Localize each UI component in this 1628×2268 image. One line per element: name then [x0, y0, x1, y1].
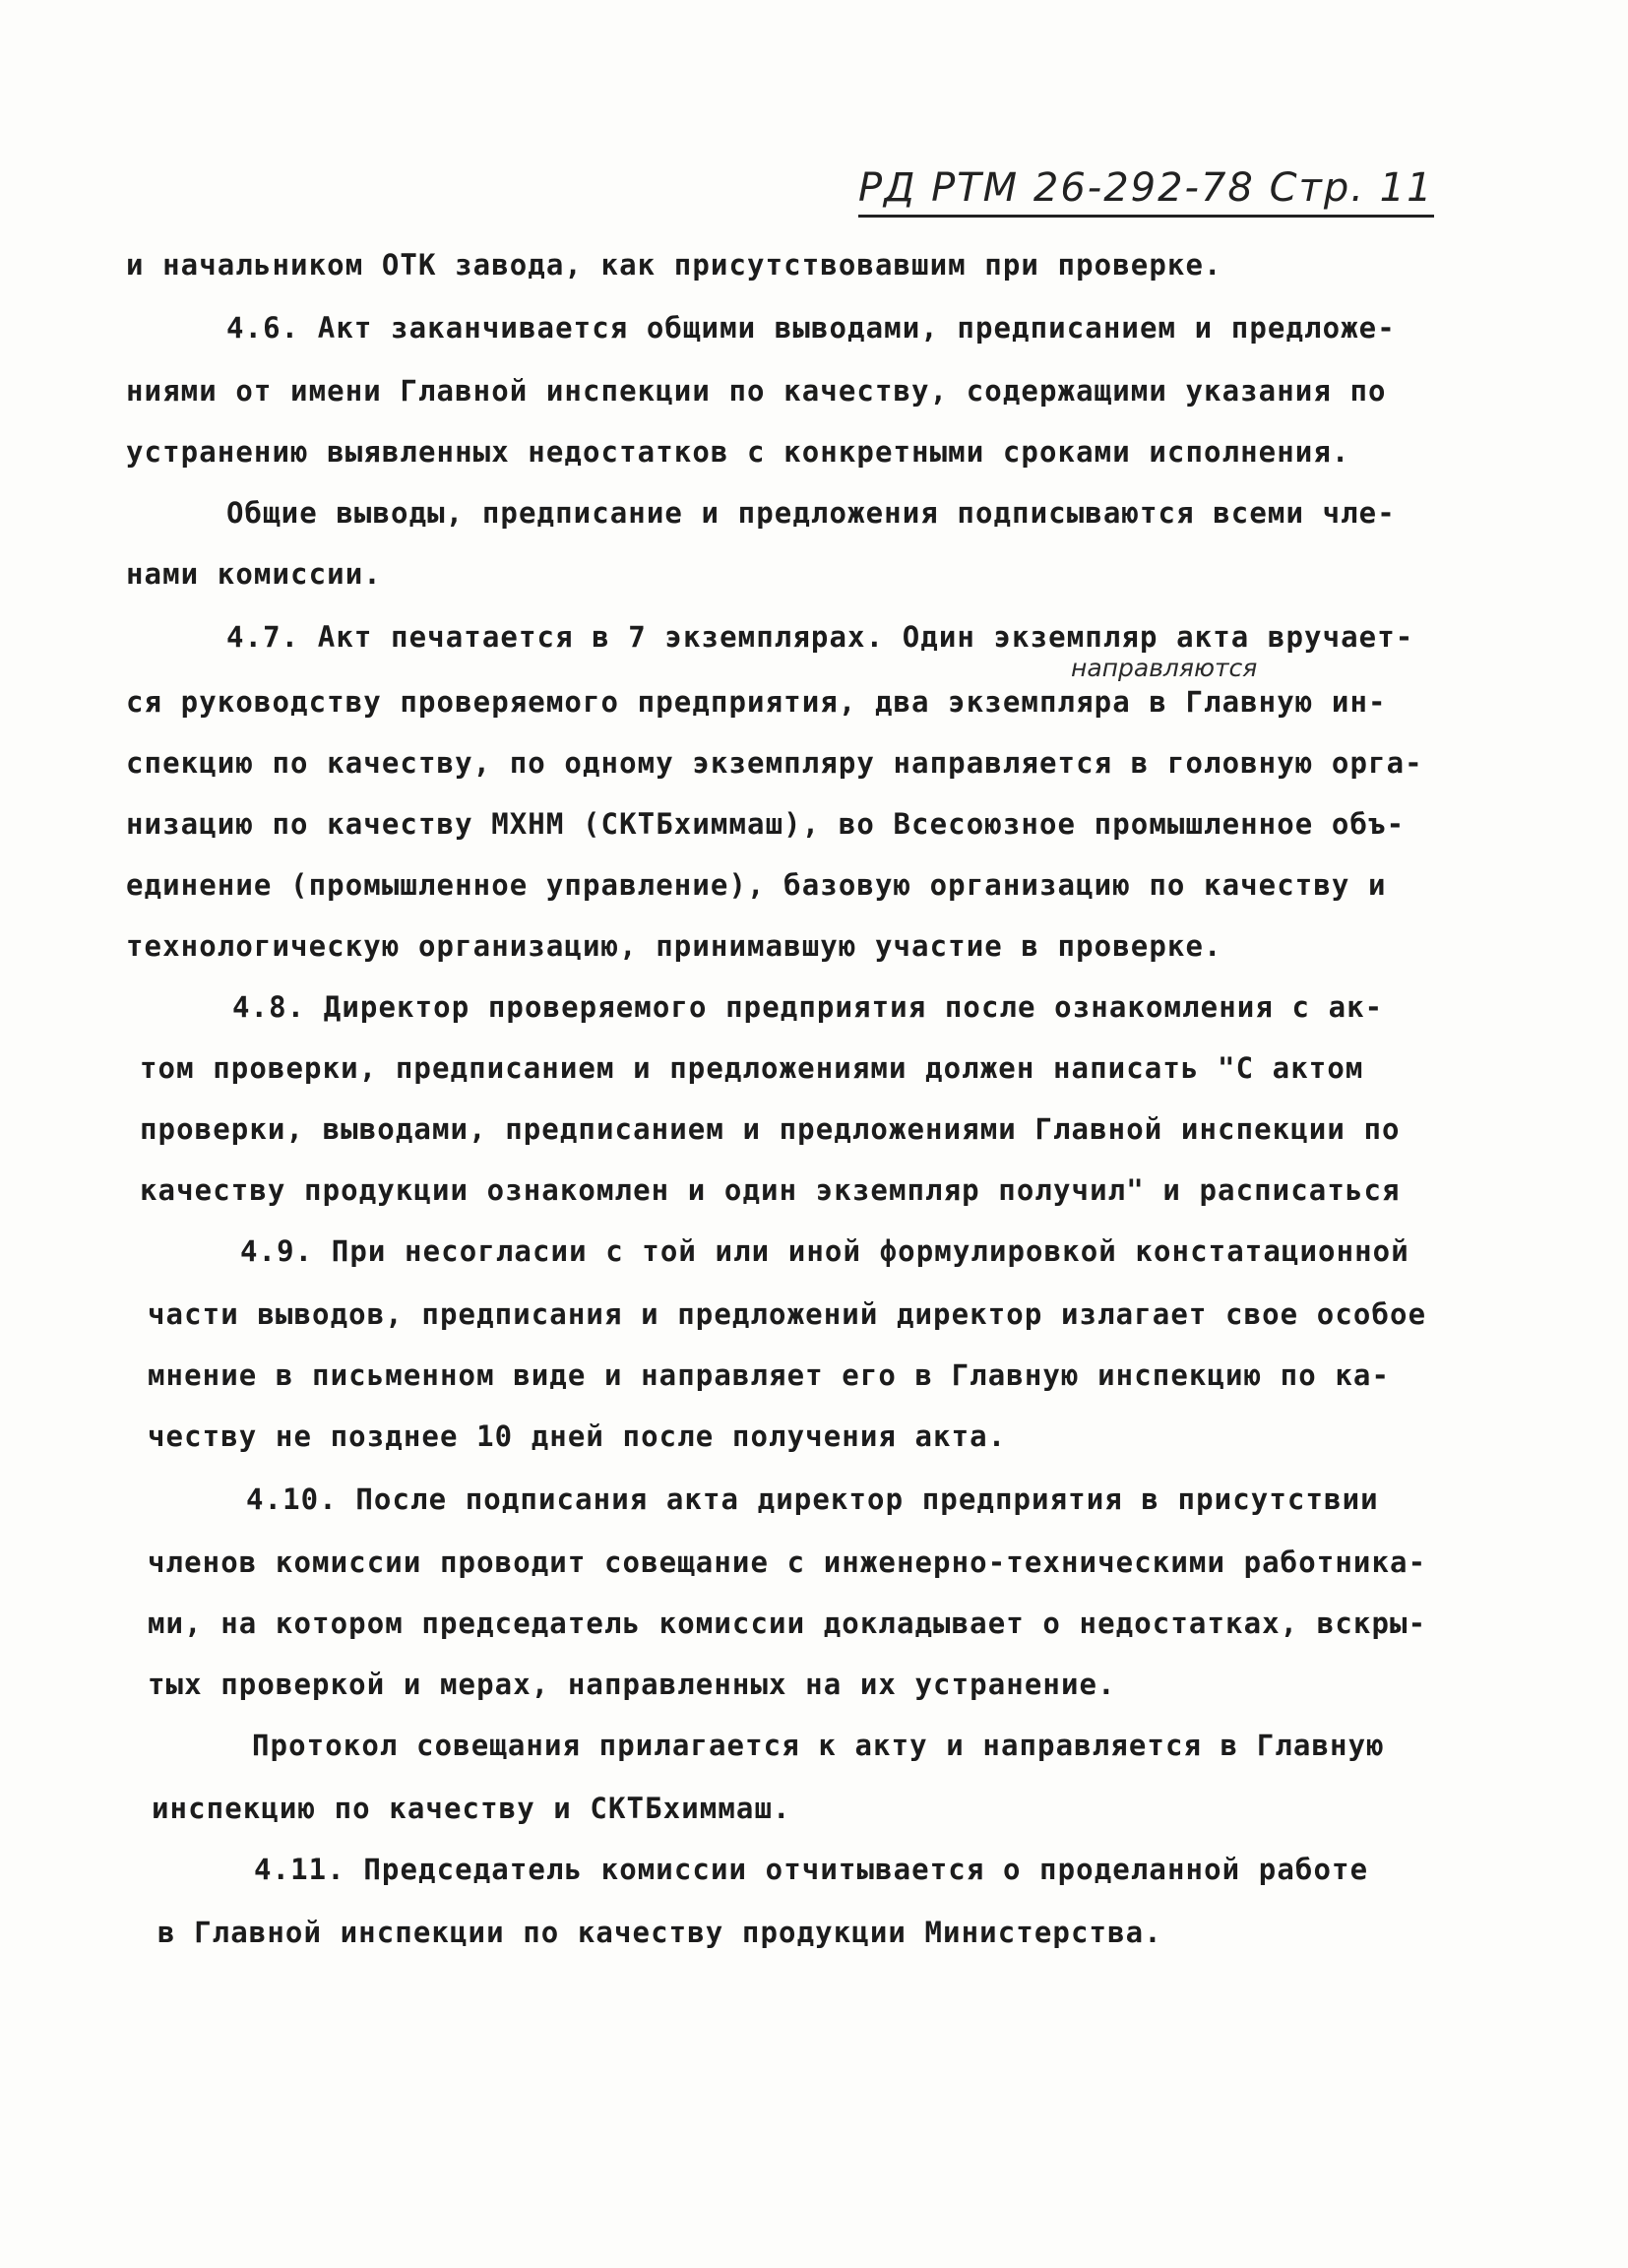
text-line: членов комиссии проводит совещание с инженерно-техническими работника- — [148, 1545, 1427, 1579]
text-line: ми, на котором председатель комиссии докладывает о недостатках, вскры- — [148, 1606, 1427, 1640]
document-code-header: РД РТМ 26-292-78 Стр. 11 — [858, 165, 1434, 218]
text-line: ся руководству проверяемого предприятия, два экземпляра в Главную ин- — [126, 685, 1387, 719]
text-line: Общие выводы, предписание и предложения подписываются всеми чле- — [226, 496, 1396, 530]
text-line: 4.9. При несогласии с той или иной формулировкой констатационной — [240, 1234, 1409, 1268]
text-line: 4.10. После подписания акта директор предприятия в присутствии — [246, 1482, 1379, 1516]
text-line: и начальником ОТК завода, как присутствовавшим при проверке. — [126, 248, 1222, 282]
text-line: нами комиссии. — [126, 557, 382, 591]
text-line: том проверки, предписанием и предложениями должен написать "С актом — [140, 1051, 1364, 1085]
text-line: части выводов, предписания и предложений директор излагает свое особое — [148, 1297, 1427, 1331]
text-line: в Главной инспекции по качеству продукции Министерства. — [157, 1916, 1162, 1949]
text-line: спекцию по качеству, по одному экземпляру направляется в головную орга- — [126, 746, 1423, 780]
text-line: Протокол совещания прилагается к акту и направляется в Главную — [252, 1729, 1385, 1762]
text-line: ниями от имени Главной инспекции по качеству, содержащими указания по — [126, 374, 1387, 408]
text-line: низацию по качеству МХНМ (СКТБхиммаш), во Всесоюзное промышленное объ- — [126, 807, 1406, 841]
text-line: мнение в письменном виде и направляет его в Главную инспекцию по ка- — [148, 1358, 1391, 1392]
text-line: тых проверкой и мерах, направленных на их устранение. — [148, 1668, 1116, 1701]
text-line: устранению выявленных недостатков с конкретными сроками исполнения. — [126, 435, 1350, 469]
text-line: 4.6. Акт заканчивается общими выводами, предписанием и предложе- — [226, 311, 1396, 345]
text-line: 4.7. Акт печатается в 7 экземплярах. Один экземпляр акта вручает- — [226, 620, 1414, 654]
text-line: 4.8. Директор проверяемого предприятия после ознакомления с ак- — [232, 990, 1384, 1024]
handwritten-insertion: направляются — [1071, 654, 1258, 682]
text-line: инспекцию по качеству и СКТБхиммаш. — [152, 1792, 791, 1825]
text-line: честву не позднее 10 дней после получения акта. — [148, 1419, 1007, 1453]
text-line: технологическую организацию, принимавшую участие в проверке. — [126, 929, 1222, 963]
text-line: единение (промышленное управление), базовую организацию по качеству и — [126, 868, 1387, 902]
text-line: качеству продукции ознакомлен и один экземпляр получил" и расписаться — [140, 1173, 1401, 1207]
text-line: проверки, выводами, предписанием и предложениями Главной инспекции по — [140, 1112, 1401, 1146]
text-line: 4.11. Председатель комиссии отчитывается о проделанной работе — [254, 1853, 1369, 1886]
